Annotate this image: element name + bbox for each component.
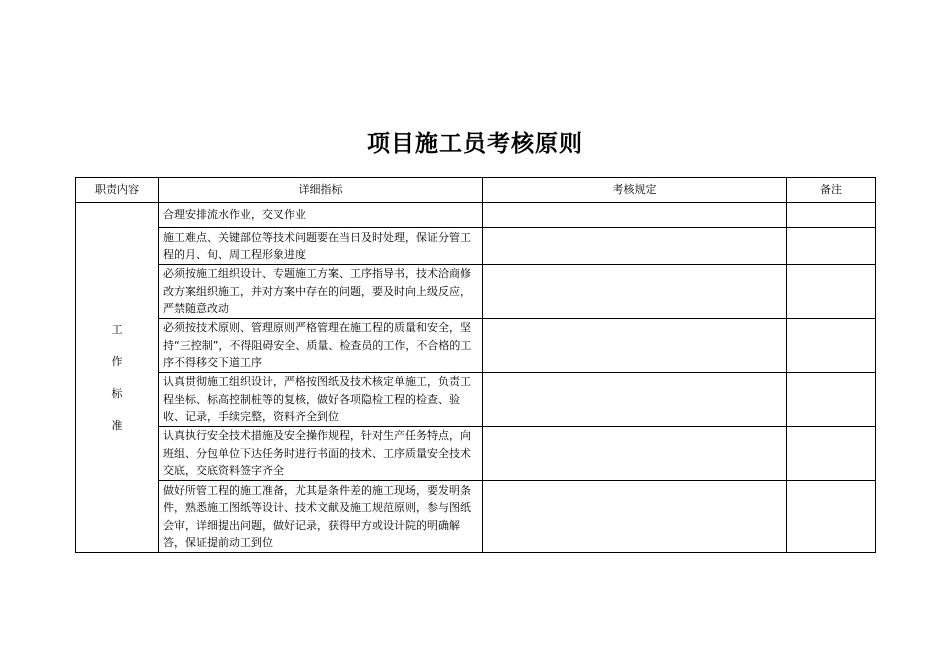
remark-cell <box>787 265 876 319</box>
category-char: 工 <box>111 322 123 336</box>
detail-cell: 做好所管工程的施工准备，尤其是条件差的施工现场，要发明条件，熟悉施工图纸等设计、技术文献及施工规范原则，参与图纸会审，详细提出问题，做好记录，获得甲方或设计院的明确解答，保证提前动工到位 <box>159 481 483 553</box>
table-row <box>76 319 876 373</box>
category-char: 准 <box>111 418 123 432</box>
category-char: 标 <box>111 386 123 400</box>
category-cell <box>76 203 159 553</box>
remark-cell <box>787 427 876 481</box>
rule-cell <box>483 373 787 427</box>
rule-cell <box>483 481 787 553</box>
table-row <box>76 481 876 553</box>
category-char: 作 <box>111 354 123 368</box>
detail-cell: 施工难点、关键部位等技术问题要在当日及时处理，保证分管工程的月、旬、周工程形象进度 <box>159 228 483 265</box>
rule-cell <box>483 203 787 228</box>
table-row <box>76 228 876 265</box>
header-row <box>76 178 876 203</box>
detail-cell: 合理安排流水作业，交叉作业 <box>159 203 483 228</box>
remark-cell <box>787 373 876 427</box>
detail-cell: 必须按技术原则、管理原则严格管理在施工程的质量和安全，坚持“三控制”，不得阻碍安全、质量、检查员的工作，不合格的工序不得移交下道工序 <box>159 319 483 373</box>
header-rule: 考核规定 <box>483 178 787 203</box>
table-row <box>76 265 876 319</box>
document-title: 项目施工员考核原则 <box>367 131 583 157</box>
remark-cell <box>787 203 876 228</box>
assessment-table <box>75 177 876 553</box>
table-row <box>76 427 876 481</box>
rule-cell <box>483 228 787 265</box>
detail-cell: 必须按施工组织设计、专题施工方案、工序指导书，技术洽商修改方案组织施工，并对方案中存在的问题，要及时向上级反应，严禁随意改动 <box>159 265 483 319</box>
remark-cell <box>787 228 876 265</box>
remark-cell <box>787 319 876 373</box>
rule-cell <box>483 427 787 481</box>
rule-cell <box>483 319 787 373</box>
table-row <box>76 203 876 228</box>
header-remark: 备注 <box>787 178 876 203</box>
rule-cell <box>483 265 787 319</box>
remark-cell <box>787 481 876 553</box>
detail-cell: 认真执行安全技术措施及安全操作规程，针对生产任务特点，向班组、分包单位下达任务时进行书面的技术、工序质量安全技术交底，交底资料签字齐全 <box>159 427 483 481</box>
header-detail: 详细指标 <box>159 178 483 203</box>
header-duty: 职责内容 <box>76 178 159 203</box>
detail-cell: 认真贯彻施工组织设计，严格按图纸及技术核定单施工，负责工程坐标、标高控制桩等的复核，做好各项隐检工程的检查、验收、记录，手续完整，资料齐全到位 <box>159 373 483 427</box>
table-row <box>76 373 876 427</box>
